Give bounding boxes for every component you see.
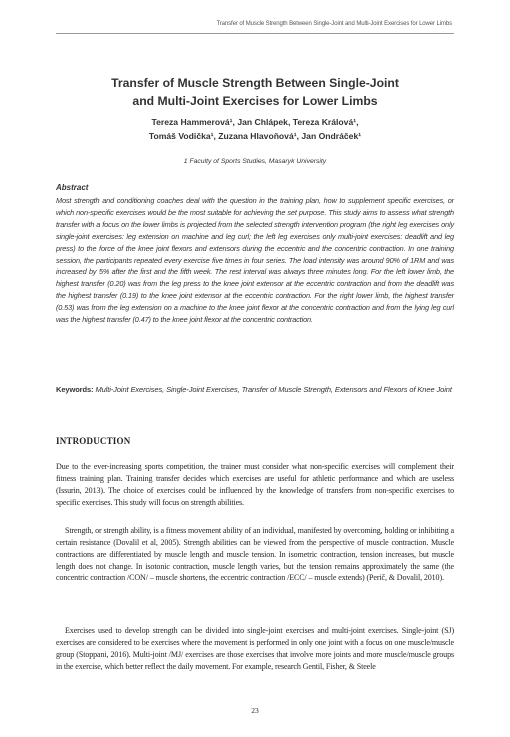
running-head: Transfer of Muscle Strength Between Single-Joint and Multi-Joint Exercises for Lower Limbs <box>216 21 452 27</box>
keywords <box>56 384 454 396</box>
abstract-text: Most strength and conditioning coaches deal with the question in the training plan, how to supplement specific exercises, or which non-specific exercises would be the most suitable for achieving the set purpose. This study aims to assess what strength transfer with a focus on the lower limbs is projected from the selected strength intervention program (the right leg exercises only single-joint exercises: leg extension on machine and leg curl; the left leg exercises only multi-joint exercises: deadlift and leg press) to the force of the knee joint flexors and extensors during the eccentric and the concentric contraction. In one training session, the participants repeated every exercise five times in four series. The load intensity was around 90% of 1RM and was increased by 5% after the first and the fifth week. The rest interval was always three minutes long. For the left lower limb, the highest transfer (0.20) was from the leg press to the knee joint extensor at the eccentric contraction and from the deadlift was the highest transfer (0.19) to the knee joint extensor at the eccentric contraction. For the right lower limb, the highest transfer (0.53) was from the leg extension on a machine to the knee joint flexor at the concentric contraction and from the lying leg curl was the highest transfer (0.47) to the knee joint flexor at the concentric contraction. <box>56 196 454 325</box>
article-title-line-2: and Multi-Joint Exercises for Lower Limbs <box>132 94 378 108</box>
abstract-heading: Abstract <box>56 183 89 192</box>
article-title-line-1: Transfer of Muscle Strength Between Single-Joint <box>111 76 399 90</box>
introduction-paragraph-2: Strength, or strength ability, is a fitness movement ability of an individual, manifested by overcoming, holding or inhibiting a certain resistance (Dovalil et al, 2005). Strength abilities can be viewed from the perspective of muscle contraction. Muscle contractions are differentiated by muscle length and muscle tension. In isometric contraction, tension increases, but muscle length does not change. In isotonic contraction, muscle length varies, but the tension remains approximately the same (the concentric contraction /CON/ – muscle shortens, the eccentric contraction /ECC/ – muscle extends) (Perič, & Dovalil, 2010). <box>56 526 454 583</box>
introduction-heading: INTRODUCTION <box>56 436 131 446</box>
author-line-1: Tereza Hammerová¹, Jan Chlápek, Tereza Králová¹, <box>151 117 359 127</box>
header-rule <box>56 33 454 34</box>
page-number: 23 <box>251 706 259 715</box>
author-line-2: Tomáš Vodička¹, Zuzana Hlavoňová¹, Jan Ondráček¹ <box>148 131 362 141</box>
introduction-paragraph-1: Due to the ever-increasing sports competition, the trainer must consider what non-specific exercises will complement their fitness training plan. Training transfer decides which exercises are useful for athletic performance and which are useless (Issurin, 2013). The choice of exercises could be influenced by the knowledge of transfers from non-specific exercises to specific exercises. This study will focus on strength abilities. <box>56 462 454 507</box>
introduction-paragraph-3: Exercises used to develop strength can be divided into single-joint exercises and multi-joint exercises. Single-joint (SJ) exercises are considered to be exercises where the movement is performed in only one joint with a focus on one muscle/muscle group (Stoppani, 2016). Multi-joint /MJ/ exercises are those exercises that involve more joints and more muscle/muscle groups in the exercise, which better reflect the daily movement. For example, research Gentil, Fisher, & Steele <box>56 626 454 671</box>
affiliation: 1 Faculty of Sports Studies, Masaryk University <box>183 158 327 165</box>
keywords-label: Keywords: <box>56 385 94 394</box>
article-title <box>56 74 454 110</box>
author-list <box>56 115 454 143</box>
keywords-text: Multi-Joint Exercises, Single-Joint Exercises, Transfer of Muscle Strength, Extensors and Flexors of Knee Joint <box>95 385 452 394</box>
